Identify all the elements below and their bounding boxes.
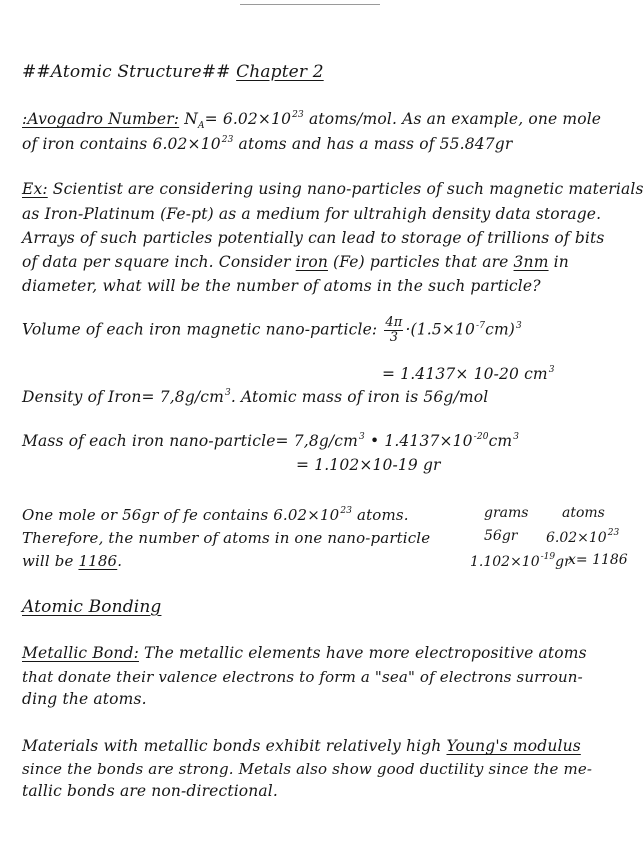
volume-formula bbox=[22, 316, 522, 345]
volume-result-value: = 1.4137× 10-20 cm bbox=[382, 365, 548, 383]
density-line bbox=[22, 388, 488, 406]
atom-count-answer: 1186 bbox=[78, 552, 118, 570]
ratio-head-atoms: atoms bbox=[562, 505, 605, 521]
mole-text-a: One mole or 56gr of fe contains 6.02×10 bbox=[22, 506, 340, 524]
iron-keyword: iron bbox=[295, 253, 328, 271]
ratio-head-grams: grams bbox=[484, 505, 529, 521]
density-exponent: 3 bbox=[224, 388, 231, 398]
example-line-2: as Iron-Platinum (Fe-pt) as a medium for ultrahigh density data storage. bbox=[22, 205, 602, 223]
modulus-line-3: tallic bonds are non-directional. bbox=[22, 782, 278, 800]
avogadro-text-3: atoms and has a mass of 55.847gr bbox=[233, 135, 513, 153]
chapter-label: Chapter 2 bbox=[236, 62, 324, 82]
avogadro-value: = 6.02×10 bbox=[204, 110, 292, 128]
example-text-1: Scientist are considering using nano-particles of such magnetic materials bbox=[47, 180, 644, 198]
avogadro-symbol: N bbox=[184, 110, 198, 128]
mass-text-c: cm bbox=[488, 432, 513, 450]
metallic-bond-term: Metallic Bond: bbox=[22, 644, 139, 662]
example-text-4a: of data per square inch. Consider bbox=[22, 253, 296, 271]
ratio-r1-atoms bbox=[546, 528, 619, 546]
avogadro-exponent: 23 bbox=[292, 110, 304, 120]
example-label: Ex: bbox=[22, 180, 48, 198]
ratio-r1-atoms-exponent: 23 bbox=[607, 528, 620, 538]
heading-prefix: ## bbox=[22, 62, 51, 82]
top-edge-line bbox=[240, 4, 380, 5]
mass-line-2: = 1.102×10-19 gr bbox=[296, 456, 441, 474]
heading-suffix: ## bbox=[201, 62, 231, 82]
ratio-r2-atoms: x= 1186 bbox=[568, 552, 628, 568]
modulus-text-a: Materials with metallic bonds exhibit relatively high bbox=[22, 737, 447, 755]
avogadro-subscript: A bbox=[197, 121, 205, 132]
avogadro-line-2 bbox=[22, 135, 512, 153]
modulus-line-2: since the bonds are strong. Metals also show good ductility since the me- bbox=[22, 760, 593, 778]
volume-expr-exponent: -7 bbox=[476, 320, 486, 331]
volume-result-exponent: 3 bbox=[548, 365, 555, 375]
mole-exponent: 23 bbox=[340, 506, 353, 516]
avogadro-term: :Avogadro Number: bbox=[22, 110, 180, 128]
ratio-r2-grams bbox=[470, 552, 571, 570]
mole-text-b: atoms. bbox=[352, 506, 409, 524]
example-text-4c: in bbox=[548, 253, 569, 271]
metallic-text-1: The metallic elements have more electropositive atoms bbox=[138, 644, 587, 662]
mole-text-c: will be bbox=[22, 552, 79, 570]
mass-text-a: Mass of each iron nano-particle= 7,8g/cm bbox=[22, 432, 358, 450]
volume-expr-b: cm) bbox=[485, 320, 515, 339]
mole-text-d: . bbox=[117, 552, 123, 570]
ratio-r2-grams-unit: gr bbox=[555, 554, 571, 570]
metallic-line-1 bbox=[22, 644, 587, 662]
density-text-a: Density of Iron= 7,8g/cm bbox=[22, 388, 224, 406]
mole-line-3 bbox=[22, 552, 122, 570]
mass-exponent-1: 3 bbox=[359, 432, 365, 442]
ratio-r1-atoms-value: 6.02×10 bbox=[546, 530, 607, 546]
ratio-r2-grams-value: 1.102×10 bbox=[470, 554, 540, 570]
example-line-1 bbox=[22, 180, 644, 198]
metallic-line-3: ding the atoms. bbox=[22, 690, 147, 708]
mole-line-1 bbox=[22, 506, 409, 524]
example-line-5: diameter, what will be the number of atoms in the such particle? bbox=[22, 277, 541, 295]
ratio-r2-grams-exponent: -19 bbox=[540, 552, 556, 562]
volume-result bbox=[382, 365, 555, 383]
example-text-4b: (Fe) particles that are bbox=[327, 253, 514, 271]
mass-exponent-3: 3 bbox=[513, 432, 520, 442]
volume-power: 3 bbox=[516, 320, 522, 331]
avogadro-text-1: atoms/mol. As an example, one mole bbox=[303, 110, 602, 128]
mass-text-b: • 1.4137×10 bbox=[364, 432, 473, 450]
avogadro-exponent-2: 23 bbox=[221, 135, 234, 145]
volume-expr-a: ·(1.5×10 bbox=[405, 320, 476, 339]
fraction-numerator: 4π bbox=[385, 315, 403, 330]
volume-fraction bbox=[384, 316, 403, 345]
particle-size: 3nm bbox=[513, 253, 549, 271]
bonding-heading: Atomic Bonding bbox=[22, 597, 162, 617]
mass-exponent-2: -20 bbox=[473, 432, 489, 442]
fraction-denominator: 3 bbox=[389, 330, 399, 345]
mass-line-1 bbox=[22, 432, 519, 450]
youngs-modulus-term: Young's modulus bbox=[446, 737, 581, 755]
example-line-4 bbox=[22, 253, 569, 271]
modulus-line-1 bbox=[22, 737, 581, 755]
metallic-line-2: that donate their valence electrons to form a "sea" of electrons surroun- bbox=[22, 668, 583, 686]
avogadro-line-1 bbox=[22, 110, 601, 131]
avogadro-text-2: of iron contains 6.02×10 bbox=[22, 135, 221, 153]
ratio-r1-grams: 56gr bbox=[484, 528, 518, 544]
volume-label: Volume of each iron magnetic nano-particle: bbox=[22, 320, 378, 339]
example-line-3: Arrays of such particles potentially can lead to storage of trillions of bits bbox=[22, 229, 605, 247]
heading-title: Atomic Structure bbox=[50, 62, 202, 82]
page-heading bbox=[22, 62, 324, 82]
density-text-b: . Atomic mass of iron is 56g/mol bbox=[230, 388, 489, 406]
mole-line-2: Therefore, the number of atoms in one nano-particle bbox=[22, 529, 431, 547]
